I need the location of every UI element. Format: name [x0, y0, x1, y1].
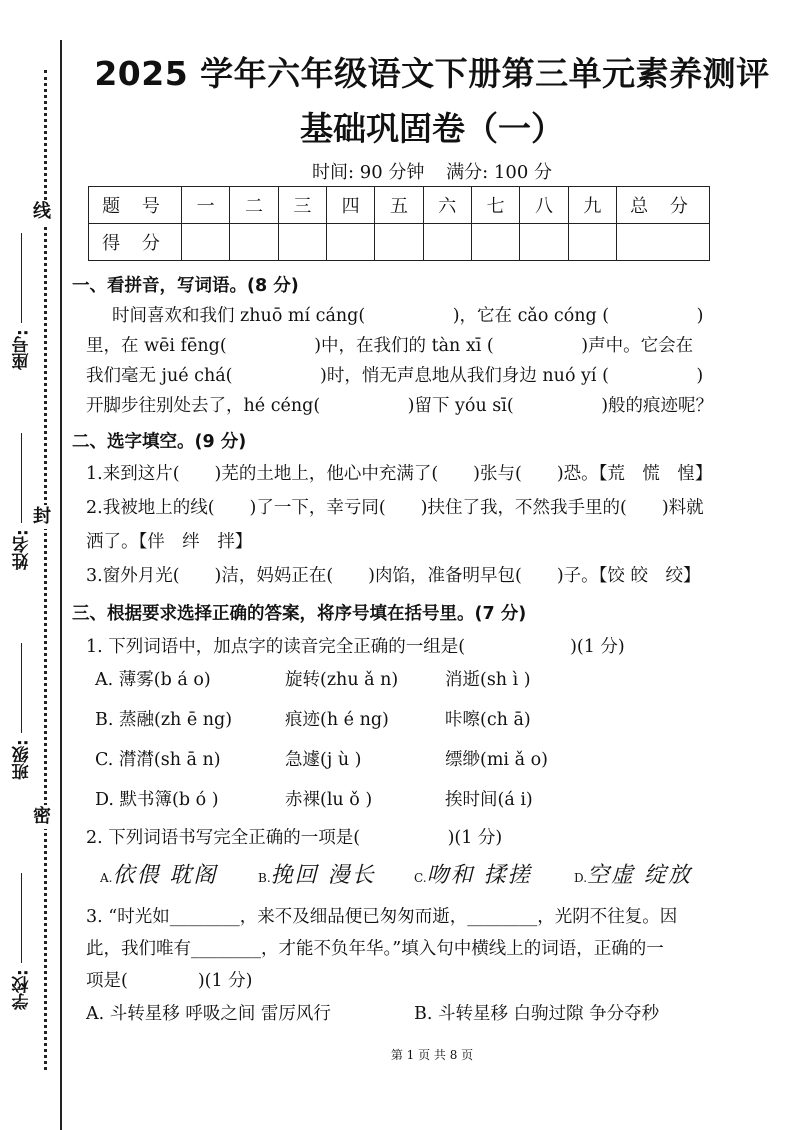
score-cell	[423, 224, 471, 261]
score-cell	[182, 224, 230, 261]
exam-title: 2025 学年六年级语文下册第三单元素养测评	[94, 54, 770, 93]
score-table	[88, 186, 710, 261]
q2-option-b-text: 挽回 漫长	[270, 863, 376, 888]
q2-option-d-letter: D.	[574, 871, 588, 885]
class-blank	[22, 643, 23, 733]
q1-option-a-3: 消逝(sh ì )	[445, 670, 531, 690]
seat-number-field	[2, 230, 42, 370]
seat-number-blank	[22, 233, 23, 323]
score-col-3: 三	[278, 187, 326, 224]
seal-char-secret: 密	[33, 806, 51, 827]
score-row-label: 得 分	[89, 224, 182, 261]
class-label: 班级:	[12, 739, 33, 780]
score-cell	[278, 224, 326, 261]
score-col-9: 九	[568, 187, 616, 224]
section2-title: 二、选字填空。(9 分)	[72, 432, 247, 452]
q1-option-a-1: A. 薄雾(b á o)	[95, 670, 211, 690]
score-table-score-row	[89, 224, 710, 261]
q1-option-b-1: B. 蒸融(zh ē ng)	[95, 710, 233, 730]
seal-char-seal: 封	[33, 506, 51, 527]
q1-option-a-2: 旋转(zhu ǎ n)	[285, 670, 399, 690]
class-field	[2, 640, 42, 780]
q2-option-c-letter: C.	[414, 871, 427, 885]
question2-stem: 2. 下列词语书写完全正确的一项是( )(1 分)	[86, 828, 503, 848]
score-cell	[326, 224, 374, 261]
exam-time: 时间: 90 分钟	[311, 162, 425, 183]
q2-option-c	[414, 858, 532, 889]
section1-line-3: 我们毫无 jué chá( )时，悄无声息地从我们身边 nuó yí ( )	[86, 366, 704, 386]
q1-option-d-3: 挨时间(á i)	[445, 790, 533, 810]
question3-line-3: 项是( )(1 分)	[86, 971, 253, 991]
q1-option-b-3: 咔嚓(ch ā)	[445, 710, 531, 730]
section2-line-4: 3.窗外月光( )洁，妈妈正在( )肉馅，准备明早包( )子。【饺 皎 绞】	[86, 566, 701, 586]
q2-option-d	[574, 858, 692, 889]
q3-option-b: B. 斗转星移 白驹过隙 争分夺秒	[414, 1004, 660, 1024]
school-label: 学校:	[12, 969, 33, 1010]
seat-number-label: 座号:	[12, 329, 33, 370]
total-score-label: 总 分	[617, 187, 710, 224]
section2-line-3: 洒了。【伴 绊 拌】	[86, 532, 253, 552]
name-label: 姓名:	[12, 529, 33, 570]
score-cell	[617, 224, 710, 261]
score-col-8: 八	[520, 187, 568, 224]
score-col-4: 四	[326, 187, 374, 224]
score-col-7: 七	[471, 187, 519, 224]
exam-full-score: 满分: 100 分	[446, 162, 553, 183]
score-col-1: 一	[182, 187, 230, 224]
q2-option-d-text: 空虚 绽放	[587, 863, 693, 888]
score-cell	[471, 224, 519, 261]
section1-line-4: 开脚步往别处去了，hé céng( )留下 yóu sī( )般的痕迹呢？	[86, 396, 714, 416]
binding-margin	[0, 0, 64, 1130]
school-blank	[22, 873, 23, 963]
section1-line-1: 时间喜欢和我们 zhuō mí cáng( )，它在 cǎo cóng ( )	[112, 306, 704, 326]
school-field	[2, 870, 42, 1010]
exam-meta	[64, 158, 800, 184]
section2-line-2: 2.我被地上的线( )了一下，幸亏同( )扶住了我，不然我手里的( )料就	[86, 498, 704, 518]
score-cell	[568, 224, 616, 261]
q1-option-c-1: C. 潸潸(sh ā n)	[95, 750, 221, 770]
q2-option-c-text: 吻和 揉搓	[426, 863, 532, 888]
question-number-label: 题 号	[89, 187, 182, 224]
score-col-2: 二	[230, 187, 278, 224]
cut-line	[60, 40, 62, 1130]
q1-option-c-2: 急遽(j ù )	[285, 750, 362, 770]
q2-option-a-letter: A.	[100, 871, 113, 885]
q1-option-b-2: 痕迹(h é ng)	[285, 710, 389, 730]
score-col-5: 五	[375, 187, 423, 224]
q1-option-d-2: 赤裸(lu ǒ )	[285, 790, 373, 810]
section1-title: 一、看拼音，写词语。(8 分)	[72, 276, 299, 296]
q2-option-a	[100, 858, 217, 889]
score-cell	[520, 224, 568, 261]
q1-option-d-1: D. 默书簿(b ó )	[95, 790, 219, 810]
section1-line-2: 里，在 wēi fēng( )中，在我们的 tàn xī ( )声中。它会在	[86, 336, 694, 356]
q1-option-c-3: 缥缈(mi ǎ o)	[445, 750, 548, 770]
score-cell	[230, 224, 278, 261]
q2-option-b	[258, 858, 376, 889]
score-col-6: 六	[423, 187, 471, 224]
q2-option-a-text: 依偎 耽阁	[112, 863, 218, 888]
name-blank	[22, 433, 23, 523]
name-field	[2, 430, 42, 570]
score-table-header-row	[89, 187, 710, 224]
section3-title: 三、根据要求选择正确的答案，将序号填在括号里。(7 分)	[72, 604, 527, 624]
exam-subtitle: 基础巩固卷（一）	[300, 109, 564, 148]
question1-stem: 1. 下列词语中，加点字的读音完全正确的一组是( )(1 分)	[86, 637, 625, 657]
seal-char-line: 线	[33, 201, 51, 222]
question3-line-2: 此，我们唯有________，才能不负年华。”填入句中横线上的词语，正确的一	[86, 939, 664, 959]
question3-line-1: 3. “时光如________，来不及细品便已匆匆而逝，________，光阴不往复。因	[86, 907, 678, 927]
page-footer: 第 1 页 共 8 页	[390, 1048, 474, 1062]
score-cell	[375, 224, 423, 261]
q2-option-b-letter: B.	[258, 871, 271, 885]
q3-option-a: A. 斗转星移 呼吸之间 雷厉风行	[86, 1004, 331, 1024]
section2-line-1: 1.来到这片( )芜的土地上，他心中充满了( )张与( )恐。【荒 慌 惶】	[86, 464, 713, 484]
